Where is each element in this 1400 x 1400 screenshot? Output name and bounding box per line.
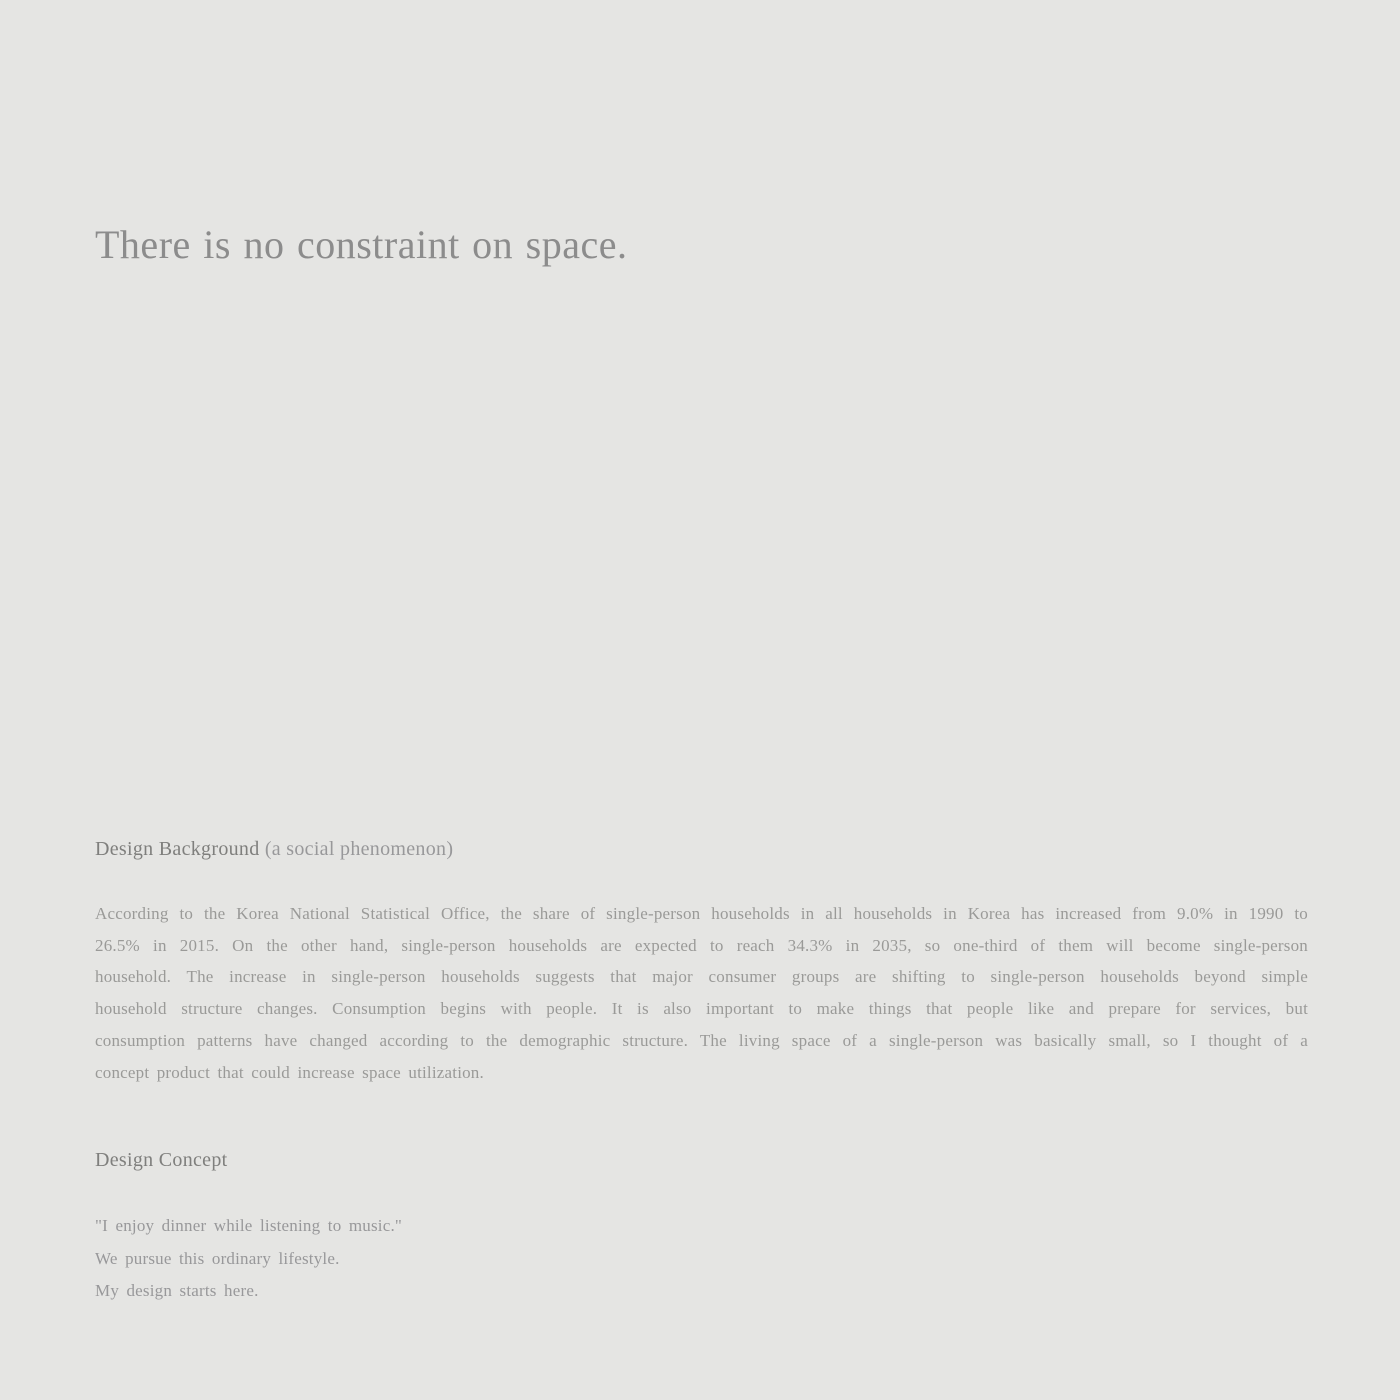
paragraph-line: household structure changes. Consumption begins with people. It is also important to make things that people like and prepare for services, but bbox=[95, 999, 1308, 1019]
concept-line: We pursue this ordinary lifestyle. bbox=[95, 1248, 340, 1268]
page-title: There is no constraint on space. bbox=[95, 222, 628, 267]
paragraph-line: household. The increase in single-person households suggests that major consumer groups are shifting to single-person households beyond simple bbox=[95, 967, 1308, 987]
concept-line-quote: "I enjoy dinner while listening to music." bbox=[95, 1216, 403, 1235]
paragraph-line: consumption patterns have changed according to the demographic structure. The living space of a single-person was basically small, so I thought of a bbox=[95, 1030, 1308, 1050]
paragraph-line: concept product that could increase space utilization. bbox=[95, 1062, 484, 1082]
design-background-paragraph bbox=[95, 898, 1308, 1088]
paragraph-line: According to the Korea National Statistical Office, the share of single-person households in all households in Korea has increased from 9.0% in 1990 to bbox=[95, 904, 1308, 923]
design-concept-lines bbox=[95, 1210, 402, 1308]
section-title-design-background-label: Design Background bbox=[95, 838, 260, 860]
section-title-design-concept: Design Concept bbox=[95, 1149, 228, 1171]
paragraph-line: 26.5% in 2015. On the other hand, single-person households are expected to reach 34.3% in 2035, so one-third of them will become single-person bbox=[95, 935, 1308, 955]
concept-line: My design starts here. bbox=[95, 1281, 259, 1300]
section-title-design-background bbox=[95, 839, 453, 859]
section-subtitle-social-phenomenon: (a social phenomenon) bbox=[264, 838, 454, 860]
